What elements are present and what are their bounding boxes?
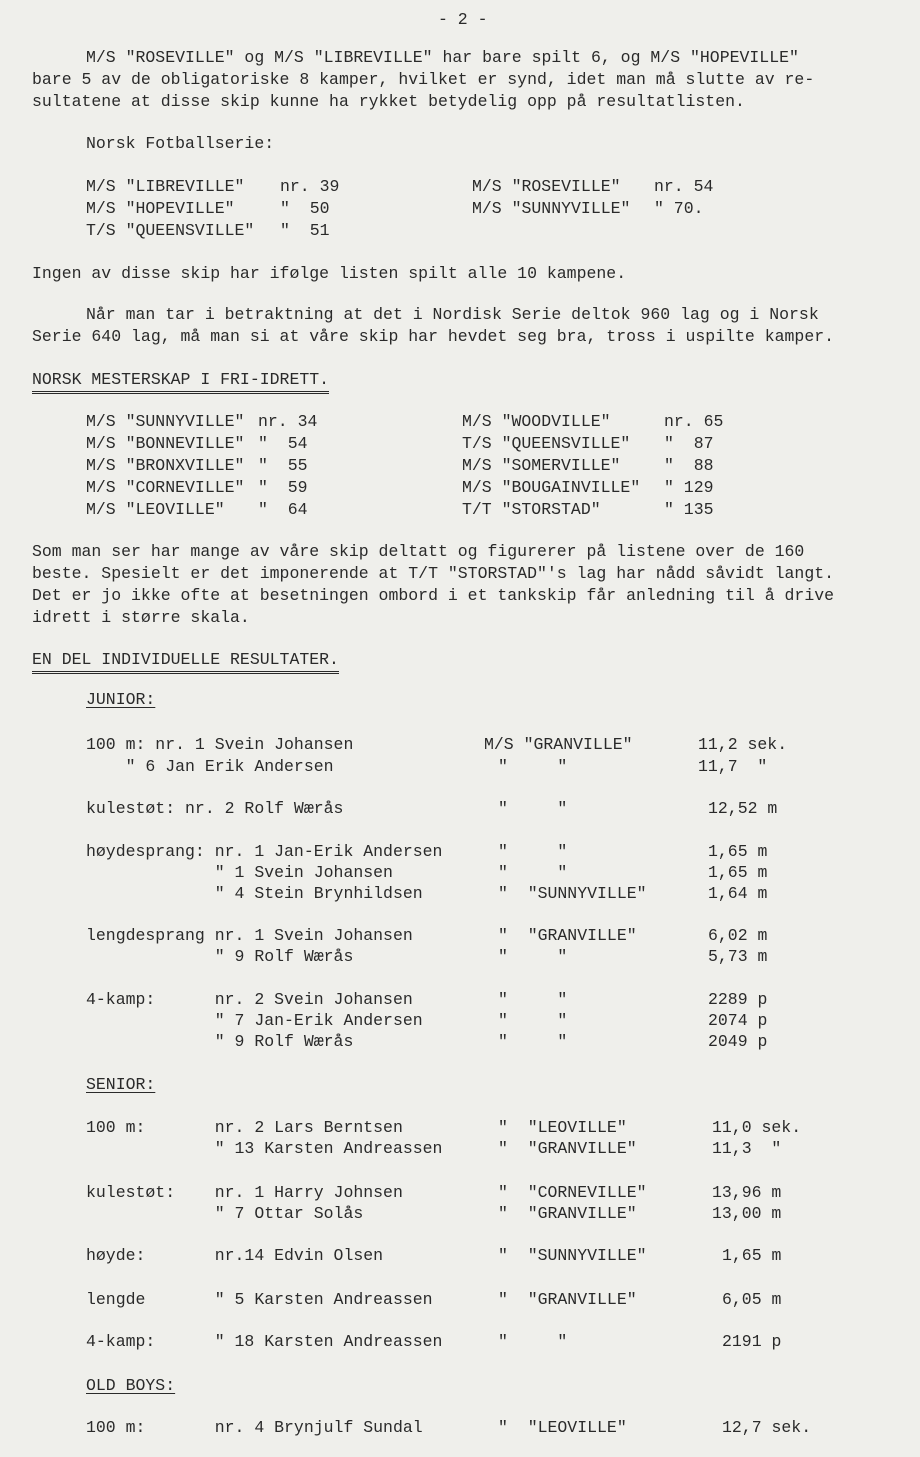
result-value: 1,65 m [708,863,768,882]
result-value: 6,02 m [708,926,768,945]
result-athlete: kulestøt: nr. 1 Harry Johnsen [86,1183,403,1202]
result-value: 2289 p [708,990,768,1009]
mesterskap-right-ship: T/S "QUEENSVILLE" [462,434,631,453]
mesterskap-left-ship: M/S "SUNNYVILLE" [86,412,245,431]
result-value: 11,7 " [698,757,768,776]
mesterskap-right-ship: M/S "SOMERVILLE" [462,456,621,475]
result-ship: " " [498,947,568,966]
fotball-right-rank: nr. 54 [654,177,714,196]
para3-line-3: Det er jo ikke ofte at besetningen ombord i et tankskip får anledning til å drive [32,586,835,605]
result-value: 2191 p [722,1332,782,1351]
result-value: 11,0 sek. [712,1118,802,1137]
result-ship: " "GRANVILLE" [498,1204,637,1223]
result-athlete: lengde " 5 Karsten Andreassen [86,1290,433,1309]
result-ship: " "LEOVILLE" [498,1118,627,1137]
result-athlete: lengdesprang nr. 1 Svein Johansen [86,926,413,945]
para3-line-1: Som man ser har mange av våre skip deltatt og figurerer på listene over de 160 [32,542,805,561]
result-ship: " "GRANVILLE" [498,1290,637,1309]
oldboys-heading: OLD BOYS: [86,1376,176,1395]
result-athlete: " 4 Stein Brynhildsen [86,884,423,903]
fotball-left-rank: " 50 [280,199,330,218]
mesterskap-right-ship: T/T "STORSTAD" [462,500,601,519]
result-ship: " "CORNEVILLE" [498,1183,647,1202]
result-value: 5,73 m [708,947,768,966]
result-value: 1,65 m [708,842,768,861]
individuelle-heading: EN DEL INDIVIDUELLE RESULTATER. [32,650,339,674]
mesterskap-heading: NORSK MESTERSKAP I FRI-IDRETT. [32,370,329,394]
mesterskap-left-rank: " 55 [258,456,308,475]
result-ship: " " [498,1332,568,1351]
result-athlete: " 13 Karsten Andreassen [86,1139,443,1158]
mesterskap-right-ship: M/S "WOODVILLE" [462,412,611,431]
result-athlete: " 9 Rolf Wærås [86,1032,354,1051]
result-athlete: " 1 Svein Johansen [86,863,393,882]
result-value: 2074 p [708,1011,768,1030]
result-value: 6,05 m [722,1290,782,1309]
fotball-left-ship: M/S "HOPEVILLE" [86,199,235,218]
result-athlete: 4-kamp: nr. 2 Svein Johansen [86,990,413,1009]
result-athlete: 100 m: nr. 4 Brynjulf Sundal [86,1418,423,1437]
result-ship: " " [498,799,568,818]
result-value: 12,52 m [708,799,778,818]
mesterskap-left-ship: M/S "BONNEVILLE" [86,434,245,453]
result-athlete: kulestøt: nr. 2 Rolf Wærås [86,799,344,818]
para2-line-1: Når man tar i betraktning at det i Nordisk Serie deltok 960 lag og i Norsk [86,305,819,324]
mesterskap-right-rank: " 87 [664,434,714,453]
para2-line-2: Serie 640 lag, må man si at våre skip har hevdet seg bra, tross i uspilte kamper. [32,327,835,346]
result-ship: " "GRANVILLE" [498,1139,637,1158]
intro-line-2: bare 5 av de obligatoriske 8 kamper, hvilket er synd, idet man må slutte av re- [32,70,815,89]
mesterskap-right-ship: M/S "BOUGAINVILLE" [462,478,641,497]
result-ship: " " [498,1032,568,1051]
mesterskap-right-rank: " 135 [664,500,714,519]
mesterskap-left-ship: M/S "LEOVILLE" [86,500,225,519]
result-ship: M/S "GRANVILLE" [484,735,633,754]
result-value: 11,2 sek. [698,735,788,754]
fotball-left-rank: nr. 39 [280,177,340,196]
senior-heading: SENIOR: [86,1075,156,1094]
result-athlete: " 6 Jan Erik Andersen [86,757,334,776]
fotball-left-rank: " 51 [280,221,330,240]
para3-line-2: beste. Spesielt er det imponerende at T/T "STORSTAD"'s lag har nådd såvidt langt. [32,564,835,583]
result-athlete: høyde: nr.14 Edvin Olsen [86,1246,384,1265]
result-value: 2049 p [708,1032,768,1051]
result-ship: " " [498,863,568,882]
intro-line-1: M/S "ROSEVILLE" og M/S "LIBREVILLE" har bare spilt 6, og M/S "HOPEVILLE" [86,48,799,67]
result-athlete: " 7 Jan-Erik Andersen [86,1011,423,1030]
result-ship: " " [498,990,568,1009]
result-athlete: 4-kamp: " 18 Karsten Andreassen [86,1332,443,1351]
result-ship: " "SUNNYVILLE" [498,1246,647,1265]
page-number: - 2 - [438,10,488,29]
result-value: 12,7 sek. [722,1418,812,1437]
mesterskap-left-ship: M/S "CORNEVILLE" [86,478,245,497]
mesterskap-left-rank: " 64 [258,500,308,519]
result-athlete: 100 m: nr. 1 Svein Johansen [86,735,354,754]
mesterskap-left-rank: " 54 [258,434,308,453]
fotball-right-ship: M/S "ROSEVILLE" [472,177,621,196]
result-ship: " " [498,842,568,861]
mesterskap-left-rank: nr. 34 [258,412,318,431]
para3-line-4: idrett i større skala. [32,608,250,627]
mesterskap-right-rank: " 88 [664,456,714,475]
mesterskap-left-rank: " 59 [258,478,308,497]
fotball-left-ship: M/S "LIBREVILLE" [86,177,245,196]
result-value: 11,3 " [712,1139,782,1158]
result-athlete: høydesprang: nr. 1 Jan-Erik Andersen [86,842,443,861]
result-ship: " "GRANVILLE" [498,926,637,945]
result-athlete: " 9 Rolf Wærås [86,947,354,966]
mesterskap-right-rank: nr. 65 [664,412,724,431]
result-ship: " "SUNNYVILLE" [498,884,647,903]
fotball-note: Ingen av disse skip har ifølge listen spilt alle 10 kampene. [32,264,627,283]
result-athlete: 100 m: nr. 2 Lars Berntsen [86,1118,403,1137]
fotball-heading: Norsk Fotballserie: [86,134,275,153]
fotball-right-ship: M/S "SUNNYVILLE" [472,199,631,218]
mesterskap-right-rank: " 129 [664,478,714,497]
junior-heading: JUNIOR: [86,690,156,709]
result-ship: " " [498,757,568,776]
result-value: 13,00 m [712,1204,782,1223]
result-value: 1,64 m [708,884,768,903]
mesterskap-left-ship: M/S "BRONXVILLE" [86,456,245,475]
result-ship: " " [498,1011,568,1030]
intro-line-3: sultatene at disse skip kunne ha rykket betydelig opp på resultatlisten. [32,92,745,111]
fotball-left-ship: T/S "QUEENSVILLE" [86,221,255,240]
result-value: 1,65 m [722,1246,782,1265]
result-value: 13,96 m [712,1183,782,1202]
result-athlete: " 7 Ottar Solås [86,1204,364,1223]
fotball-right-rank: " 70. [654,199,704,218]
result-ship: " "LEOVILLE" [498,1418,627,1437]
